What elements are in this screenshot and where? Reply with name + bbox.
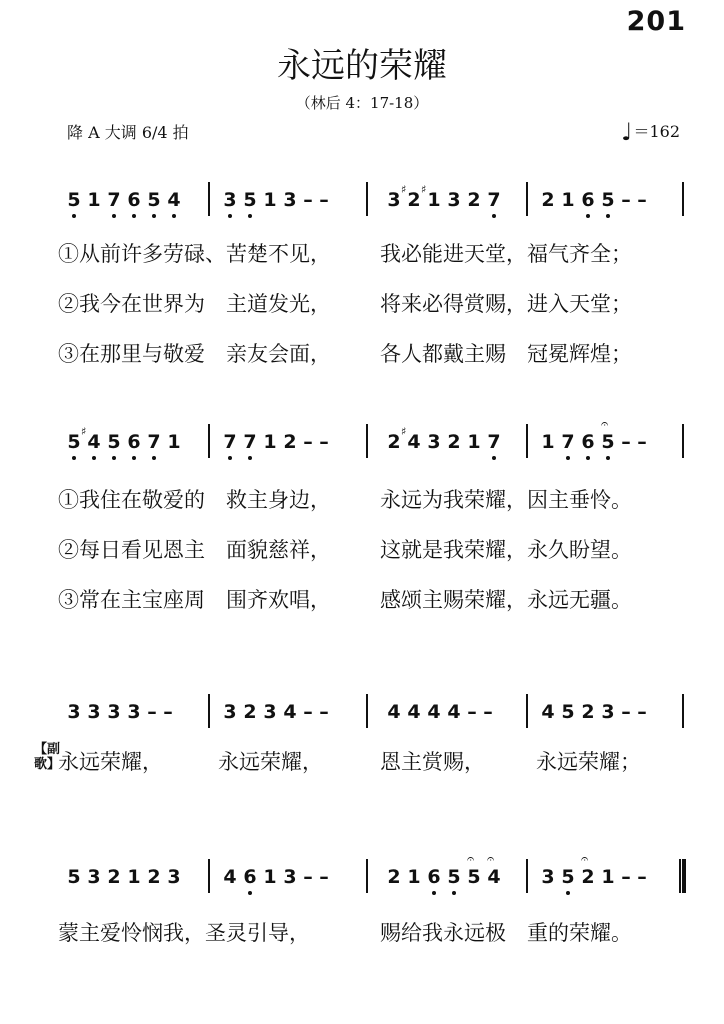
barline (526, 424, 528, 458)
measure (220, 180, 332, 220)
note-digit: 2 (581, 701, 595, 723)
hold-dash: – (303, 431, 313, 453)
lyric-phrase: 永远为我荣耀，因主垂怜。 (380, 488, 632, 512)
note (220, 431, 240, 453)
note (558, 701, 578, 723)
hold-dash: – (303, 189, 313, 211)
sharp-icon: ♯ (401, 425, 407, 438)
note (598, 417, 618, 453)
note-digit: 7 (487, 431, 501, 453)
lyric-line (58, 288, 698, 318)
lower-octave-dot (112, 456, 116, 460)
hold-dash: – (163, 701, 173, 723)
note-digit: 3 (283, 866, 297, 888)
barline (682, 694, 684, 728)
note (220, 189, 240, 211)
lyric-line (58, 746, 698, 776)
refrain-label: 【副歌】 (34, 742, 61, 772)
note (578, 431, 598, 453)
lyric-phrase: ①从前许多劳碌、苦楚不见， (58, 242, 331, 266)
note (84, 866, 104, 888)
note-digit: 1 (541, 431, 555, 453)
lower-octave-dot (228, 456, 232, 460)
note-digit: 1 (263, 431, 277, 453)
hold-dash: – (319, 866, 329, 888)
fermata-icon: 𝄐 (581, 852, 589, 867)
note (444, 431, 464, 453)
lyric-phrase: 永远荣耀， (218, 750, 323, 774)
note-digit: 1 (601, 866, 615, 888)
measure (64, 422, 184, 462)
note (144, 866, 164, 888)
note (240, 866, 260, 888)
lower-octave-dot (248, 456, 252, 460)
lower-octave-dot (112, 214, 116, 218)
barline (526, 182, 528, 216)
note-digit: 1 (263, 189, 277, 211)
measure (384, 692, 496, 732)
hold-dash: – (303, 701, 313, 723)
note (444, 866, 464, 888)
note (598, 189, 618, 211)
note-digit: 6 (427, 866, 441, 888)
note-digit: 3 (223, 189, 237, 211)
barline (526, 694, 528, 728)
note (220, 701, 240, 723)
note-digit: 5 (107, 431, 121, 453)
measure (220, 857, 332, 897)
note-digit: 2 (407, 189, 421, 211)
note (384, 866, 404, 888)
note-digit: 1 (167, 431, 181, 453)
lower-octave-dot (228, 214, 232, 218)
lyric-phrase: ③在那里与敬爱 亲友会面， (58, 342, 331, 366)
note (144, 189, 164, 211)
barline (366, 424, 368, 458)
lower-octave-dot (606, 456, 610, 460)
note (401, 425, 424, 453)
note (578, 189, 598, 211)
note (280, 701, 300, 723)
note (384, 701, 404, 723)
note (484, 431, 504, 453)
note (598, 866, 618, 888)
sharp-icon: ♯ (421, 183, 427, 196)
note (464, 852, 484, 888)
note (464, 189, 484, 211)
barline (208, 182, 210, 216)
hold-dash: – (319, 189, 329, 211)
note-digit: 2 (467, 189, 481, 211)
note-digit: 6 (243, 866, 257, 888)
note (104, 431, 124, 453)
note-digit: 7 (107, 189, 121, 211)
lower-octave-dot (566, 456, 570, 460)
lower-octave-dot (132, 214, 136, 218)
note-digit: 1 (467, 431, 481, 453)
lower-octave-dot (248, 891, 252, 895)
lower-octave-dot (92, 456, 96, 460)
measure (64, 857, 184, 897)
barline (208, 694, 210, 728)
note-digit: 2 (147, 866, 161, 888)
note (421, 183, 444, 211)
hold-dash: – (319, 701, 329, 723)
lyric-line (58, 484, 698, 514)
note (104, 866, 124, 888)
lyric-phrase: ①我住在敬爱的 救主身边， (58, 488, 331, 512)
notation-system (48, 417, 698, 462)
note (220, 866, 240, 888)
lyric-line (58, 917, 698, 947)
note (64, 866, 84, 888)
note (444, 701, 464, 723)
measure (64, 692, 176, 732)
lyric-phrase: 这就是我荣耀，永久盼望。 (380, 538, 632, 562)
note-digit: 3 (87, 866, 101, 888)
note-digit: 4 (447, 701, 461, 723)
note-digit: 4 (283, 701, 297, 723)
measure (538, 692, 650, 732)
note-digit: 5 (67, 189, 81, 211)
note-digit: 2 (447, 431, 461, 453)
note-digit: 2 (387, 866, 401, 888)
measure (384, 852, 504, 897)
note-digit: 6 (127, 189, 141, 211)
note (558, 189, 578, 211)
lower-octave-dot (72, 214, 76, 218)
note (64, 701, 84, 723)
barline (366, 859, 368, 893)
note-digit: 7 (561, 431, 575, 453)
hold-dash: – (483, 701, 493, 723)
lyric-phrase: ②每日看见恩主 面貌慈祥， (58, 538, 331, 562)
lyric-phrase: 将来必得赏赐，进入天堂； (380, 292, 632, 316)
note (260, 866, 280, 888)
note (538, 701, 558, 723)
lower-octave-dot (492, 214, 496, 218)
note (424, 701, 444, 723)
note-digit: 2 (283, 431, 297, 453)
note-digit: 5 (67, 866, 81, 888)
hold-dash: – (621, 431, 631, 453)
scripture-reference: （林后 4：17-18） (295, 94, 429, 112)
quarter-note-icon: ♩ (621, 118, 633, 146)
note (164, 189, 184, 211)
barline (682, 424, 684, 458)
note (578, 852, 598, 888)
fermata-icon: 𝄐 (467, 852, 475, 867)
note-digit: 5 (467, 866, 481, 888)
note-digit: 1 (87, 189, 101, 211)
note-digit: 3 (387, 189, 401, 211)
note (538, 431, 558, 453)
note-digit: 2 (541, 189, 555, 211)
note-digit: 3 (447, 189, 461, 211)
note (280, 866, 300, 888)
note-digit: 7 (147, 431, 161, 453)
note (260, 701, 280, 723)
lyric-line (58, 534, 698, 564)
lyric-phrase: 蒙主爱怜悯我，圣灵引导， (58, 921, 310, 945)
tempo-marking (621, 118, 680, 146)
note (240, 701, 260, 723)
note-digit: 4 (387, 701, 401, 723)
note-digit: 6 (581, 189, 595, 211)
lower-octave-dot (432, 891, 436, 895)
note (484, 852, 504, 888)
note-digit: 2 (243, 701, 257, 723)
note-digit: 1 (127, 866, 141, 888)
tempo-value: ＝162 (633, 122, 680, 141)
fermata-icon: 𝄐 (487, 852, 495, 867)
lower-octave-dot (566, 891, 570, 895)
note (538, 189, 558, 211)
lyric-phrase: ②我今在世界为 主道发光， (58, 292, 331, 316)
barline (208, 424, 210, 458)
note (81, 425, 104, 453)
note-digit: 2 (581, 866, 595, 888)
lyric-phrase: 感颂主赐荣耀，永远无疆。 (380, 588, 632, 612)
note (164, 431, 184, 453)
hold-dash: – (621, 866, 631, 888)
note (404, 701, 424, 723)
note-digit: 6 (581, 431, 595, 453)
hold-dash: – (147, 701, 157, 723)
hold-dash: – (637, 431, 647, 453)
note (240, 431, 260, 453)
note-digit: 3 (167, 866, 181, 888)
hold-dash: – (621, 701, 631, 723)
note-digit: 3 (263, 701, 277, 723)
note-digit: 7 (243, 431, 257, 453)
notation-system (48, 180, 698, 220)
note-digit: 5 (447, 866, 461, 888)
note (124, 701, 144, 723)
lyric-phrase: 各人都戴主赐 冠冕辉煌； (380, 342, 632, 366)
note-digit: 3 (427, 431, 441, 453)
note-digit: 1 (427, 189, 441, 211)
note (84, 701, 104, 723)
lower-octave-dot (172, 214, 176, 218)
hymn-number: 201 (626, 6, 686, 37)
barline (366, 694, 368, 728)
lower-octave-dot (492, 456, 496, 460)
note-digit: 3 (127, 701, 141, 723)
lyric-line (58, 238, 698, 268)
note-digit: 3 (223, 701, 237, 723)
note (240, 189, 260, 211)
note-digit: 1 (561, 189, 575, 211)
note-digit: 5 (243, 189, 257, 211)
notation-system (48, 692, 698, 732)
note (64, 189, 84, 211)
hold-dash: – (303, 866, 313, 888)
note-digit: 5 (147, 189, 161, 211)
lyric-phrase: ③常在主宝座周 围齐欢唱， (58, 588, 331, 612)
hold-dash: – (637, 866, 647, 888)
note (484, 189, 504, 211)
note-digit: 3 (541, 866, 555, 888)
note (280, 431, 300, 453)
sharp-icon: ♯ (81, 425, 87, 438)
note (280, 189, 300, 211)
measure (538, 180, 650, 220)
note-digit: 2 (107, 866, 121, 888)
note-digit: 5 (601, 431, 615, 453)
measure (384, 180, 504, 220)
note-digit: 1 (263, 866, 277, 888)
notation-system (48, 852, 698, 897)
barline (366, 182, 368, 216)
note-digit: 4 (427, 701, 441, 723)
lyric-phrase: 赐给我永远极 重的荣耀。 (380, 921, 632, 945)
note-digit: 4 (87, 431, 101, 453)
note-digit: 4 (223, 866, 237, 888)
note (84, 189, 104, 211)
lower-octave-dot (452, 891, 456, 895)
lower-octave-dot (606, 214, 610, 218)
note-digit: 4 (407, 431, 421, 453)
lyric-line (58, 584, 698, 614)
note-digit: 4 (541, 701, 555, 723)
note (464, 431, 484, 453)
barline (526, 859, 528, 893)
note (164, 866, 184, 888)
measure (220, 692, 332, 732)
note-digit: 5 (67, 431, 81, 453)
lyric-phrase: 我必能进天堂，福气齐全； (380, 242, 632, 266)
note (558, 866, 578, 888)
lyric-phrase: 永远荣耀， (58, 750, 163, 774)
barline (682, 182, 684, 216)
note-digit: 2 (387, 431, 401, 453)
note-digit: 5 (601, 189, 615, 211)
sharp-icon: ♯ (401, 183, 407, 196)
note (424, 431, 444, 453)
measure (220, 422, 332, 462)
note (424, 866, 444, 888)
lyric-phrase: 恩主赏赐， (380, 750, 485, 774)
measure (538, 417, 650, 462)
note (124, 866, 144, 888)
note-digit: 3 (601, 701, 615, 723)
lower-octave-dot (586, 456, 590, 460)
hold-dash: – (467, 701, 477, 723)
note (578, 701, 598, 723)
lower-octave-dot (586, 214, 590, 218)
note (538, 866, 558, 888)
hold-dash: – (319, 431, 329, 453)
note-digit: 7 (487, 189, 501, 211)
note-digit: 5 (561, 866, 575, 888)
lower-octave-dot (132, 456, 136, 460)
note (104, 701, 124, 723)
note-digit: 4 (487, 866, 501, 888)
note (124, 189, 144, 211)
lower-octave-dot (152, 214, 156, 218)
note-digit: 4 (167, 189, 181, 211)
note-digit: 5 (561, 701, 575, 723)
note (558, 431, 578, 453)
note (144, 431, 164, 453)
note (598, 701, 618, 723)
measure (64, 180, 184, 220)
note-digit: 3 (283, 189, 297, 211)
lower-octave-dot (72, 456, 76, 460)
measure (384, 422, 504, 462)
note (104, 189, 124, 211)
note (260, 189, 280, 211)
key-and-time-signature: 降 A 大调 6/4 拍 (67, 123, 189, 142)
hold-dash: – (637, 189, 647, 211)
lower-octave-dot (152, 456, 156, 460)
measure (538, 852, 650, 897)
note-digit: 3 (67, 701, 81, 723)
lower-octave-dot (248, 214, 252, 218)
note (124, 431, 144, 453)
note-digit: 7 (223, 431, 237, 453)
note-digit: 3 (107, 701, 121, 723)
hold-dash: – (621, 189, 631, 211)
hold-dash: – (637, 701, 647, 723)
barline (208, 859, 210, 893)
final-barline (679, 859, 686, 893)
lyric-line (58, 338, 698, 368)
note (404, 866, 424, 888)
note-digit: 6 (127, 431, 141, 453)
note-digit: 1 (407, 866, 421, 888)
note-digit: 3 (87, 701, 101, 723)
song-title: 永远的荣耀 (277, 46, 447, 86)
note (260, 431, 280, 453)
lyric-phrase: 永远荣耀； (536, 750, 641, 774)
fermata-icon: 𝄐 (601, 417, 609, 432)
note (444, 189, 464, 211)
note-digit: 4 (407, 701, 421, 723)
